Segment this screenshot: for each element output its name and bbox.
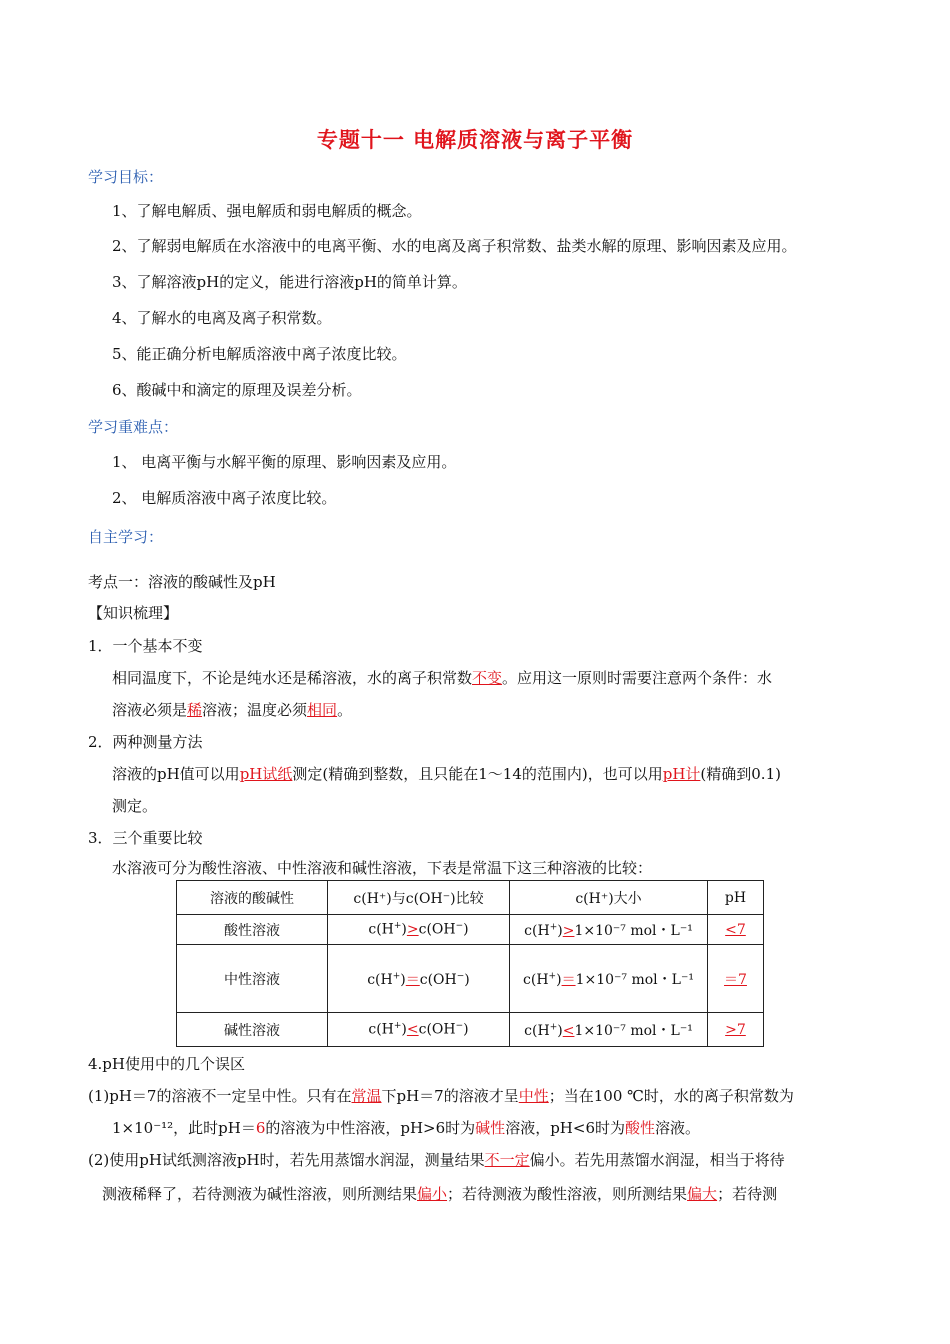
goal-item: 5、能正确分析电解质溶液中离子浓度比较。 (112, 345, 407, 363)
point2-line2: 测定。 (112, 797, 158, 815)
answer-blank: 碱性 (475, 1119, 506, 1137)
answer-blank: pH计 (662, 765, 701, 783)
goal-item: 2、了解弱电解质在水溶液中的电离平衡、水的电离及离子积常数、盐类水解的原理、影响因素及应用。 (112, 237, 797, 255)
table-header-cell: pH (708, 881, 764, 915)
table-cell: c(H+)<1×10⁻⁷ mol・L⁻¹ (510, 1013, 708, 1047)
table-cell: 酸性溶液 (177, 915, 328, 945)
table-row (177, 1013, 764, 1047)
goal-item: 4、了解水的电离及离子积常数。 (112, 309, 332, 327)
point4-a-line1: (1)pH＝7的溶液不一定呈中性。只有在常温下pH＝7的溶液才呈中性；当在100 ℃时，水的离子积常数为 (88, 1087, 794, 1105)
table-cell: c(H+)<c(OH−) (328, 1013, 510, 1047)
answer-blank: 偏大 (687, 1185, 718, 1203)
self-study-heading: 自主学习： (88, 528, 164, 546)
goal-item: 6、酸碱中和滴定的原理及误差分析。 (112, 381, 362, 399)
answer-blank: 中性 (518, 1087, 549, 1105)
point3-heading: 3．三个重要比较 (88, 829, 203, 847)
keypoint-item: 1、 电离平衡与水解平衡的原理、影响因素及应用。 (112, 453, 457, 471)
point4-heading: 4.pH使用中的几个误区 (88, 1055, 245, 1073)
table-header-row (177, 881, 764, 915)
table-cell: c(H+)>1×10⁻⁷ mol・L⁻¹ (510, 915, 708, 945)
goals-heading: 学习目标： (88, 168, 164, 186)
comparison-table (176, 880, 764, 1047)
point4-b-line1: (2)使用pH试纸测溶液pH时，若先用蒸馏水润湿，测量结果不一定偏小。若先用蒸馏水润湿，相当于将待 (88, 1151, 785, 1169)
answer-blank: 不一定 (484, 1151, 530, 1169)
point2-line1: 溶液的pH值可以用pH试纸测定(精确到整数，且只能在1～14的范围内)，也可以用pH计(精确到0.1) (112, 765, 781, 783)
answer-blank: 偏小 (417, 1185, 448, 1203)
table-cell: >7 (708, 1013, 764, 1047)
table-cell: c(H+)＝c(OH−) (328, 945, 510, 1013)
review-heading: 【知识梳理】 (88, 604, 179, 622)
point4-b-line2: 测液稀释了，若待测液为碱性溶液，则所测结果偏小；若待测液为酸性溶液，则所测结果偏大；若待测 (102, 1185, 778, 1203)
table-cell: 中性溶液 (177, 945, 328, 1013)
table-cell: <7 (708, 915, 764, 945)
table-row (177, 915, 764, 945)
table-cell: c(H+)>c(OH−) (328, 915, 510, 945)
answer-blank: 常温 (351, 1087, 382, 1105)
point1-line1: 相同温度下，不论是纯水还是稀溶液，水的离子积常数不变。应用这一原则时需要注意两个条件：水 (112, 669, 773, 687)
point3-intro: 水溶液可分为酸性溶液、中性溶液和碱性溶液，下表是常温下这三种溶液的比较： (112, 859, 653, 877)
goal-item: 3、了解溶液pH的定义，能进行溶液pH的简单计算。 (112, 273, 467, 291)
table-header-cell: c(H⁺)与c(OH⁻)比较 (328, 881, 510, 915)
table-header-cell: 溶液的酸碱性 (177, 881, 328, 915)
table-row (177, 945, 764, 1013)
answer-blank: 相同 (307, 701, 338, 719)
point2-heading: 2．两种测量方法 (88, 733, 203, 751)
answer-blank: 酸性 (624, 1119, 655, 1137)
keypoint-item: 2、 电解质溶液中离子浓度比较。 (112, 489, 337, 507)
table-header-cell: c(H⁺)大小 (510, 881, 708, 915)
answer-blank: 稀 (187, 701, 203, 719)
keypoints-heading: 学习重难点： (88, 418, 179, 436)
page-title: 专题十一 电解质溶液与离子平衡 (316, 128, 634, 152)
table-cell: ＝7 (708, 945, 764, 1013)
table-cell: c(H+)＝1×10⁻⁷ mol・L⁻¹ (510, 945, 708, 1013)
point1-line2: 溶液必须是稀溶液；温度必须相同。 (112, 701, 353, 719)
answer-blank: 6 (255, 1119, 266, 1137)
goal-item: 1、了解电解质、强电解质和弱电解质的概念。 (112, 202, 422, 220)
answer-blank: 不变 (472, 669, 503, 687)
point1-heading: 1．一个基本不变 (88, 637, 203, 655)
topic-heading: 考点一：溶液的酸碱性及pH (88, 573, 276, 591)
point4-a-line2: 1×10⁻¹²，此时pH＝6的溶液为中性溶液，pH>6时为碱性溶液，pH<6时为酸性溶液。 (112, 1119, 701, 1137)
answer-blank: pH试纸 (239, 765, 293, 783)
table-cell: 碱性溶液 (177, 1013, 328, 1047)
